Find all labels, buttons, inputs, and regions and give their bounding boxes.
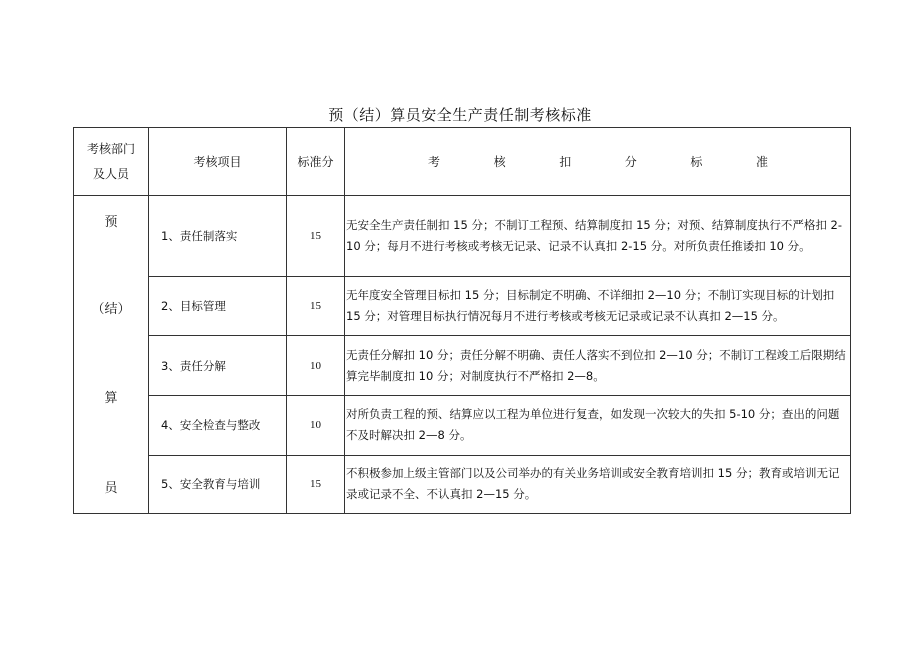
header-score: 标准分	[287, 128, 345, 196]
row-score: 10	[287, 336, 345, 395]
table-row	[74, 336, 851, 395]
row-score: 10	[287, 395, 345, 455]
side-label-char: 员	[104, 481, 118, 496]
assessment-table	[73, 127, 851, 514]
header-dept-line1: 考核部门	[86, 141, 135, 156]
row-score: 15	[287, 277, 345, 336]
side-label-cell	[74, 196, 149, 514]
row-standard: 对所负责工程的预、结算应以工程为单位进行复查，如发现一次较大的失扣 5-10 分；查出的问题不及时解决扣 2—8 分。	[345, 395, 851, 455]
header-standard-char: 准	[755, 155, 768, 169]
row-item: 3、责任分解	[149, 336, 287, 395]
header-standard-char: 考	[428, 155, 441, 169]
row-item: 1、责任制落实	[149, 196, 287, 277]
row-item: 2、目标管理	[149, 277, 287, 336]
header-standard	[345, 128, 851, 196]
header-standard-char: 标	[690, 155, 703, 169]
table-row	[74, 196, 851, 277]
row-standard: 无年度安全管理目标扣 15 分；目标制定不明确、不详细扣 2—10 分；不制订实现目标的计划扣 15 分；对管理目标执行情况每月不进行考核或考核无记录或记录不认真扣 2—15 分。	[345, 277, 851, 336]
row-score: 15	[287, 196, 345, 277]
row-standard: 无责任分解扣 10 分；责任分解不明确、责任人落实不到位扣 2—10 分；不制订工程竣工后限期结算完毕制度扣 10 分；对制度执行不严格扣 2—8。	[345, 336, 851, 395]
row-standard: 无安全生产责任制扣 15 分；不制订工程预、结算制度扣 15 分；对预、结算制度执行不严格扣 2-10 分；每月不进行考核或考核无记录、记录不认真扣 2-15 分。对所负责任推诿扣 10 分。	[345, 196, 851, 277]
header-dept	[74, 128, 149, 196]
header-standard-char: 分	[624, 155, 637, 169]
side-label-char: （结）	[91, 302, 131, 317]
row-item: 5、安全教育与培训	[149, 455, 287, 513]
row-standard: 不积极参加上级主管部门以及公司举办的有关业务培训或安全教育培训扣 15 分；教育或培训无记录或记录不全、不认真扣 2—15 分。	[345, 455, 851, 513]
header-standard-char: 扣	[559, 155, 572, 169]
row-item: 4、安全检查与整改	[149, 395, 287, 455]
document-title: 预（结）算员安全生产责任制考核标准	[328, 106, 592, 124]
side-label-char: 算	[104, 391, 118, 406]
table-row	[74, 277, 851, 336]
table-row	[74, 455, 851, 513]
side-label-char: 预	[104, 215, 118, 230]
header-standard-char: 核	[493, 155, 506, 169]
header-item: 考核项目	[149, 128, 287, 196]
table-header-row	[74, 128, 851, 196]
header-dept-line2: 及人员	[92, 166, 129, 181]
table-row	[74, 395, 851, 455]
row-score: 15	[287, 455, 345, 513]
